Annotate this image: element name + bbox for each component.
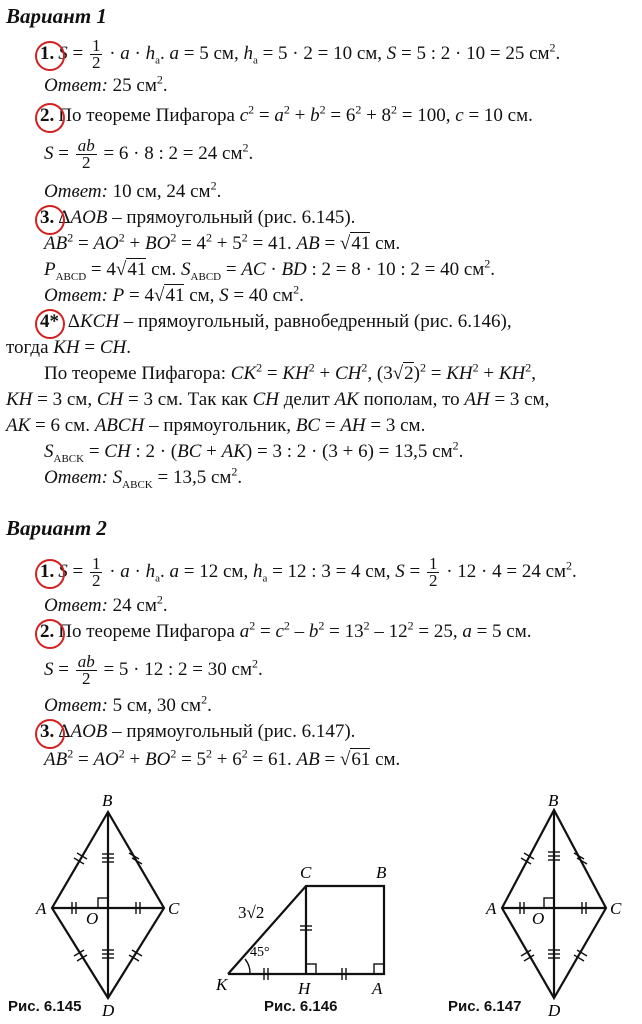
fig145-label-O: O xyxy=(86,909,99,928)
v1-problem3: 3. ΔAOB – прямоугольный (рис. 6.145). xyxy=(40,207,356,228)
fig146-label-H: H xyxy=(298,979,311,998)
caption-fig-6-145: Рис. 6.145 xyxy=(8,998,82,1015)
fig146-label-K: K xyxy=(216,975,228,994)
fig145-label-D: D xyxy=(102,1001,115,1020)
v2-answer2: Ответ: 5 см, 30 $см^2$. xyxy=(44,692,212,716)
v1-answer2: Ответ: 10 см, 24 $см^2$. xyxy=(44,178,222,202)
v1-problem3-line2: $AB^2 = AO^2 + BO^2 = 4^2 + 5^2 = 41$. AB = √41 см. xyxy=(44,230,401,254)
fig147-label-C: C xyxy=(610,899,622,918)
fig146-side-3sqrt2: 3√2 xyxy=(238,903,265,922)
v2-problem1: 1. S = $\frac{1}{2}$ · $a \cdot h_a$. a = 12 см, $h_a = 12$ : 3 = 4 см, S = $\frac{1}{2}$ · 12 · 4 = 24 $см^2$. xyxy=(40,554,577,590)
fig145-label-C: C xyxy=(168,899,180,918)
v1-problem4-line6: $S_{ABCK}$ = CH : 2 · (BC + AK) = 3 : 2 · (3 + 6) = 13,5 $см^2$. xyxy=(44,438,464,465)
v1-problem4-line2: тогда KH = CH. xyxy=(6,337,132,358)
fig146-label-B: B xyxy=(376,863,387,882)
v2-problem2: 2. По теореме Пифагора $a^2 = c^2 - b^2 = 13^2 - 12^2 = 25$, a = 5 см. xyxy=(40,618,532,642)
figure-6-146-trapezoid xyxy=(228,886,384,980)
caption-fig-6-146: Рис. 6.146 xyxy=(264,998,338,1015)
v1-problem2-line2: S = $\frac{ab}{2}$ = 6 · 8 : 2 = 24 $см^2$. xyxy=(44,136,254,172)
v1-answer3: Ответ: P = 4√41 см, S = 40 $см^2$. xyxy=(44,282,304,306)
v2-problem2-line2: S = $\frac{ab}{2}$ = 5 · 12 : 2 = 30 $см^2$. xyxy=(44,652,263,688)
v1-problem4-line5: AK = 6 см. ABCH – прямоугольник, BC = AH = 3 см. xyxy=(6,415,426,436)
v2-problem3-line2: $AB^2 = AO^2 + BO^2 = 5^2 + 6^2 = 61$. AB = √61 см. xyxy=(44,746,401,770)
v1-problem4-line4: KH = 3 см, CH = 3 см. Так как CH делит AK пополам, то AH = 3 см, xyxy=(6,389,550,410)
figure-6-147-rhombus xyxy=(502,810,606,998)
v1-problem1: 1. S = $\frac{1}{2}$ · $a \cdot h_a$. a = 5 см, $h_a = 5 \cdot 2 = 10$ см, S = 5 : 2 · 10 = 25 $см^2$. xyxy=(40,36,561,72)
v1-answer4: Ответ: $S_{ABCK} = 13,5$ $см^2$. xyxy=(44,464,243,491)
figure-6-145-rhombus xyxy=(52,812,164,998)
variant2-heading: Вариант 2 xyxy=(6,516,107,540)
v1-problem4-line3: По теореме Пифагора: $CK^2 = KH^2 + CH^2$, $(3√2)^2 = KH^2 + KH^2$, xyxy=(44,360,536,384)
variant1-heading: Вариант 1 xyxy=(6,4,107,28)
v1-problem2: 2. По теореме Пифагора $c^2 = a^2 + b^2 = 6^2 + 8^2 = 100$, c = 10 см. xyxy=(40,102,533,126)
v2-answer1: Ответ: 24 $см^2$. xyxy=(44,592,168,616)
fig145-label-A: A xyxy=(36,899,47,918)
problem-number: 1. xyxy=(40,42,55,64)
fig146-label-A: A xyxy=(372,979,383,998)
v1-problem4: 4* ΔKCH – прямоугольный, равнобедренный (рис. 6.146), xyxy=(40,311,512,332)
fig147-label-D: D xyxy=(548,1001,561,1020)
v1-answer1: Ответ: 25 $см^2$. xyxy=(44,72,168,96)
fig145-label-B: B xyxy=(102,791,113,810)
v1-problem3-line3: $P_{ABCD} = 4√41$ см. $S_{ABCD}$ = AC · BD : 2 = 8 · 10 : 2 = 40 $см^2$. xyxy=(44,256,496,283)
figures-area xyxy=(0,784,642,1024)
fig146-label-C: C xyxy=(300,863,312,882)
caption-fig-6-147: Рис. 6.147 xyxy=(448,998,522,1015)
fig147-label-A: A xyxy=(486,899,497,918)
fig147-label-O: O xyxy=(532,909,545,928)
fig146-angle-45: 45° xyxy=(250,945,270,960)
v2-problem3: 3. ΔAOB – прямоугольный (рис. 6.147). xyxy=(40,721,356,742)
fig147-label-B: B xyxy=(548,791,559,810)
